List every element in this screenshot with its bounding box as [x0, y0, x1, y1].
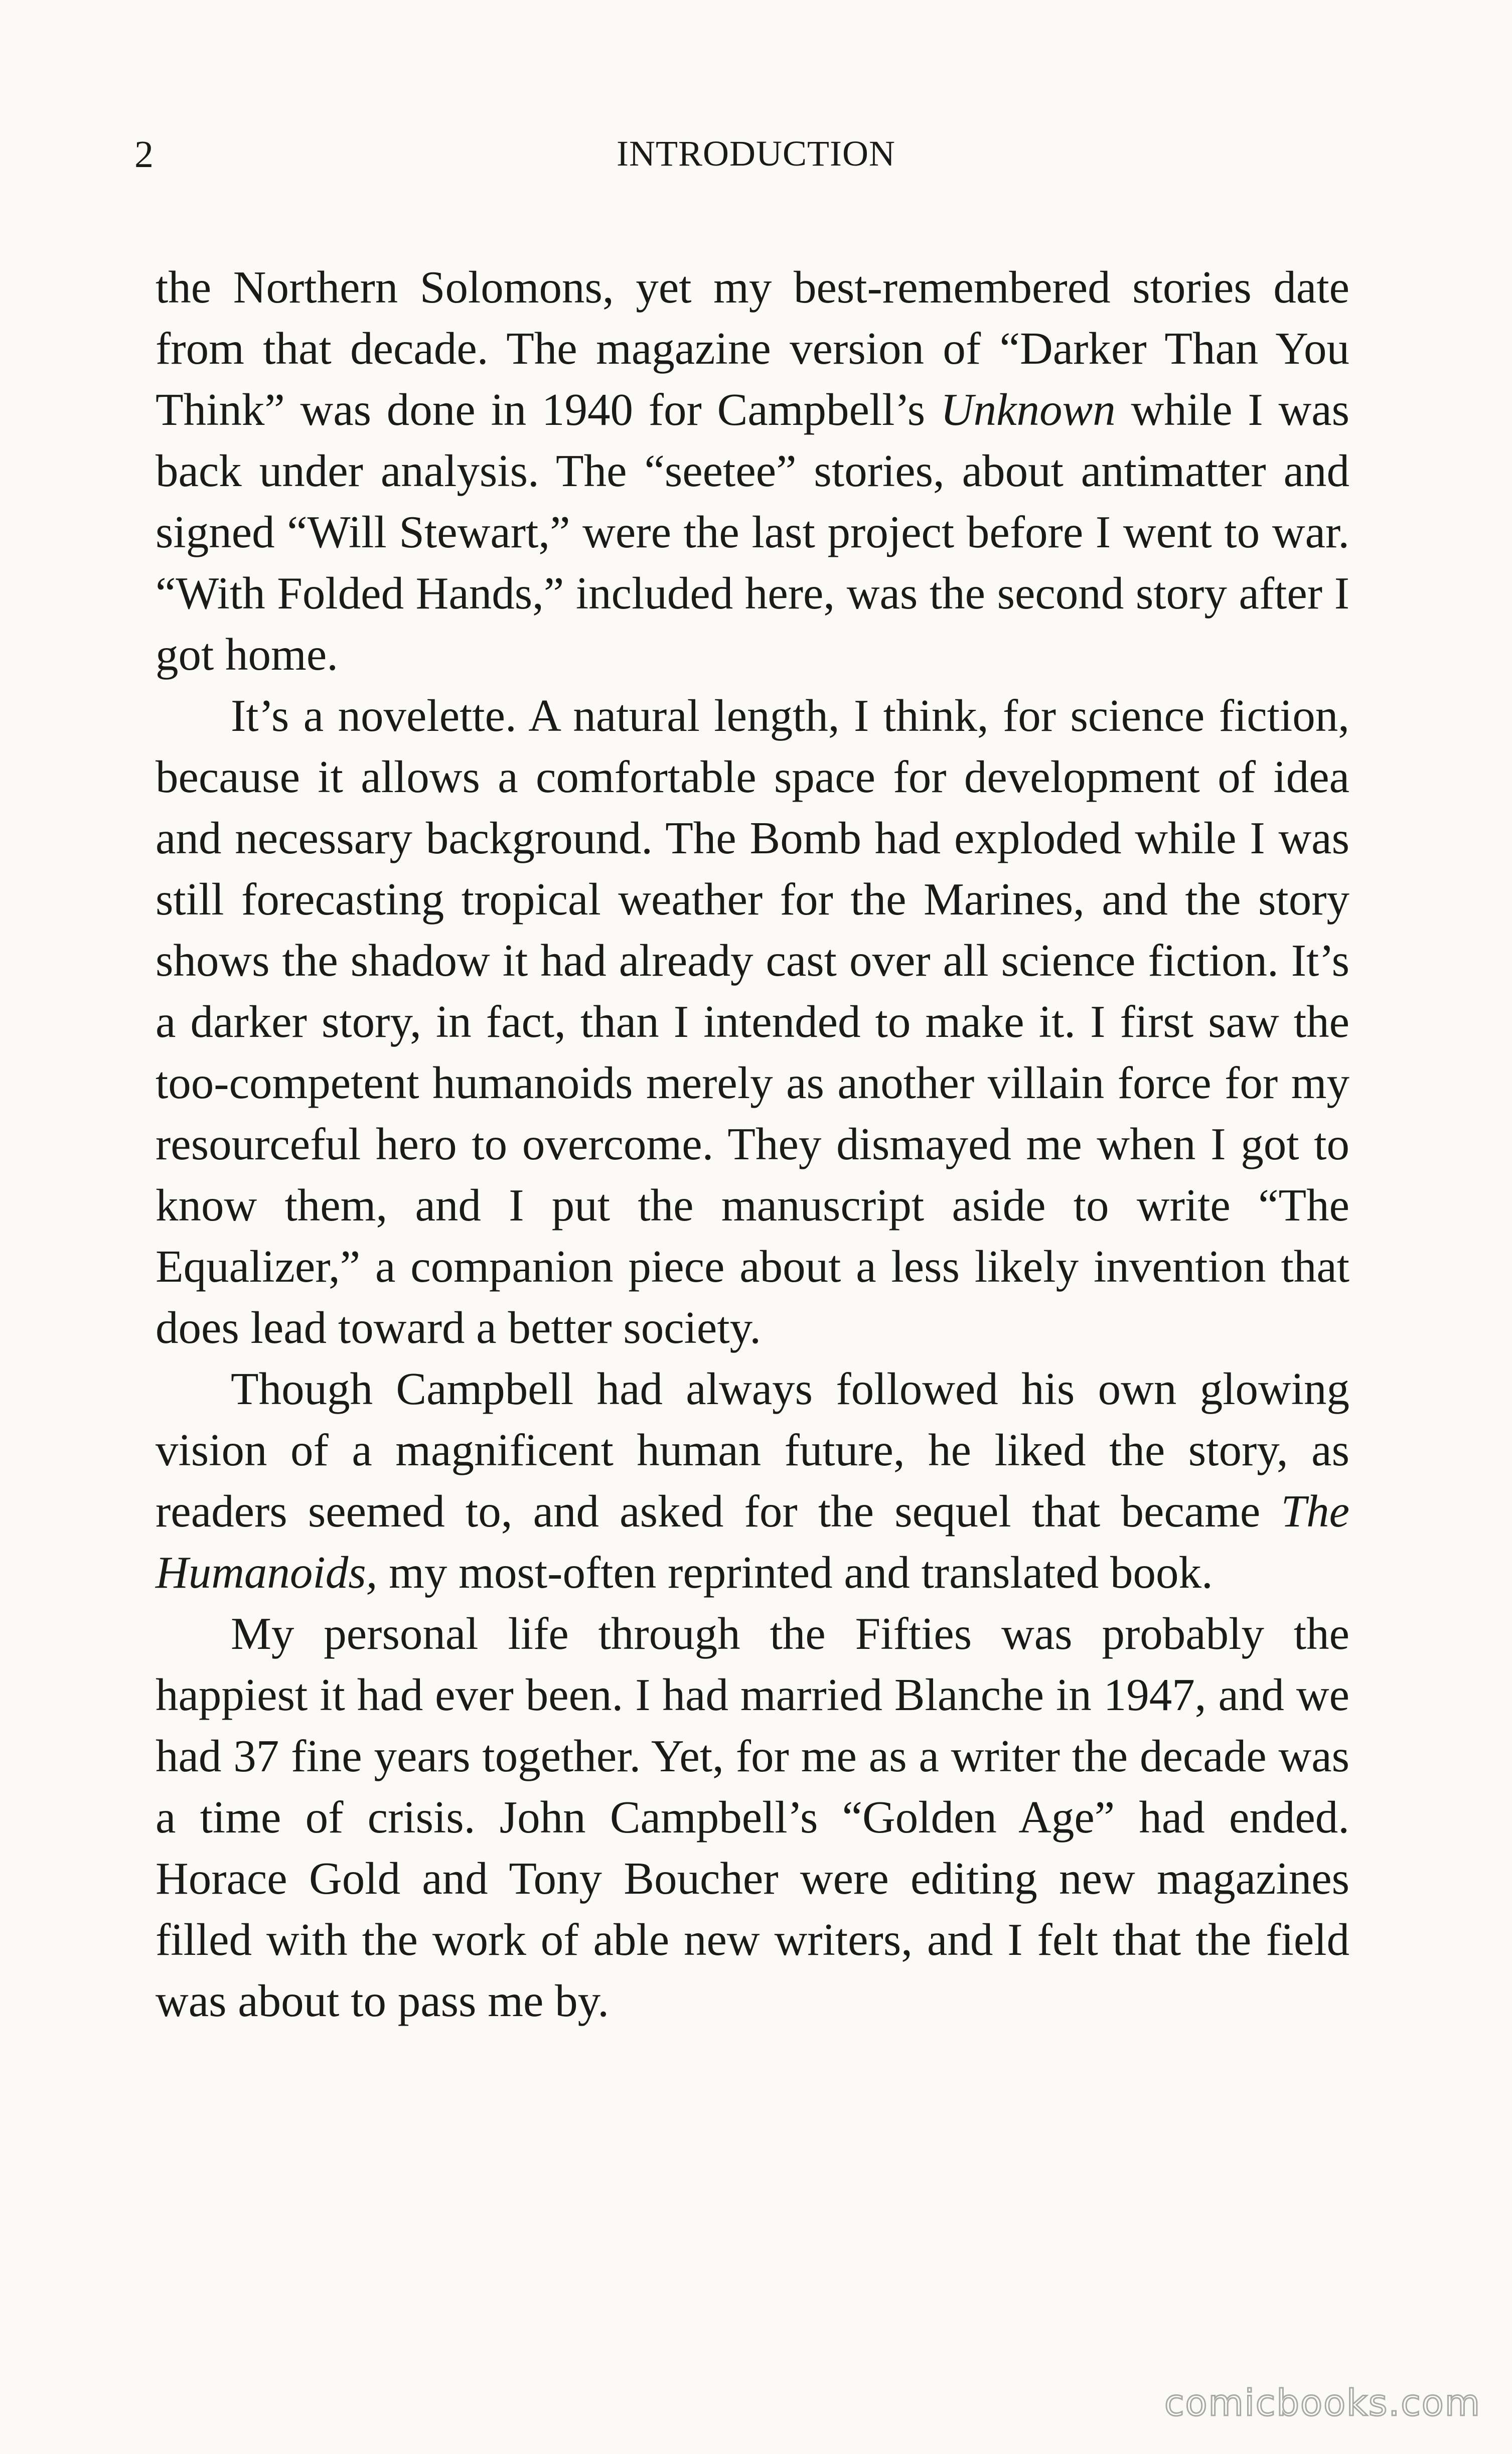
watermark: comicbooks.com — [1164, 2382, 1481, 2424]
paragraph-3-italic: The Humanoids, — [156, 1486, 1349, 1598]
paragraph-1-text: the Northern Solomons, yet my best-remembered stories date from that decade. The magazine version of “Darker Than You Think” was done in 1940 for Campbell’s — [156, 262, 1349, 435]
paragraph-1-text-continued: while I was back under analysis. The “seetee” stories, about antimatter and signed “Will Stewart,” were the last project before I went to war. “With Folded Hands,” included here, was the second story after I got home. — [156, 384, 1349, 680]
paragraph-1-italic: Unknown — [940, 384, 1116, 435]
paragraph-1 — [156, 257, 1349, 685]
paragraph-4-text: My personal life through the Fifties was probably the happiest it had ever been. I had married Blanche in 1947, and we had 37 fine years together. Yet, for me as a writer the decade was a time of crisis. John Campbell’s “Golden Age” had ended. Horace Gold and Tony Boucher were editing new magazines filled with the work of able new writers, and I felt that the field was about to pass me by. — [156, 1608, 1349, 2026]
page-number: 2 — [134, 133, 154, 176]
paragraph-3-text-continued: my most-often reprinted and translated book. — [377, 1547, 1213, 1598]
paragraph-4 — [156, 1603, 1349, 2032]
running-head: INTRODUCTION — [617, 133, 895, 174]
paragraph-3 — [156, 1358, 1349, 1603]
body-text — [156, 257, 1349, 2032]
paragraph-2 — [156, 685, 1349, 1358]
paragraph-2-text: It’s a novelette. A natural length, I think, for science fiction, because it allows a comfortable space for development of idea and necessary background. The Bomb had exploded while I was still forecasting tropical weather for the Marines, and the story shows the shadow it had already cast over all science fiction. It’s a darker story, in fact, than I intended to make it. I first saw the too-competent humanoids merely as another villain force for my resourceful hero to overcome. They dismayed me when I got to know them, and I put the manuscript aside to write “The Equalizer,” a companion piece about a less likely invention that does lead toward a better society. — [156, 690, 1349, 1353]
paragraph-3-text: Though Campbell had always followed his own glowing vision of a magnificent human future, he liked the story, as readers seemed to, and asked for the sequel that became — [156, 1363, 1349, 1537]
